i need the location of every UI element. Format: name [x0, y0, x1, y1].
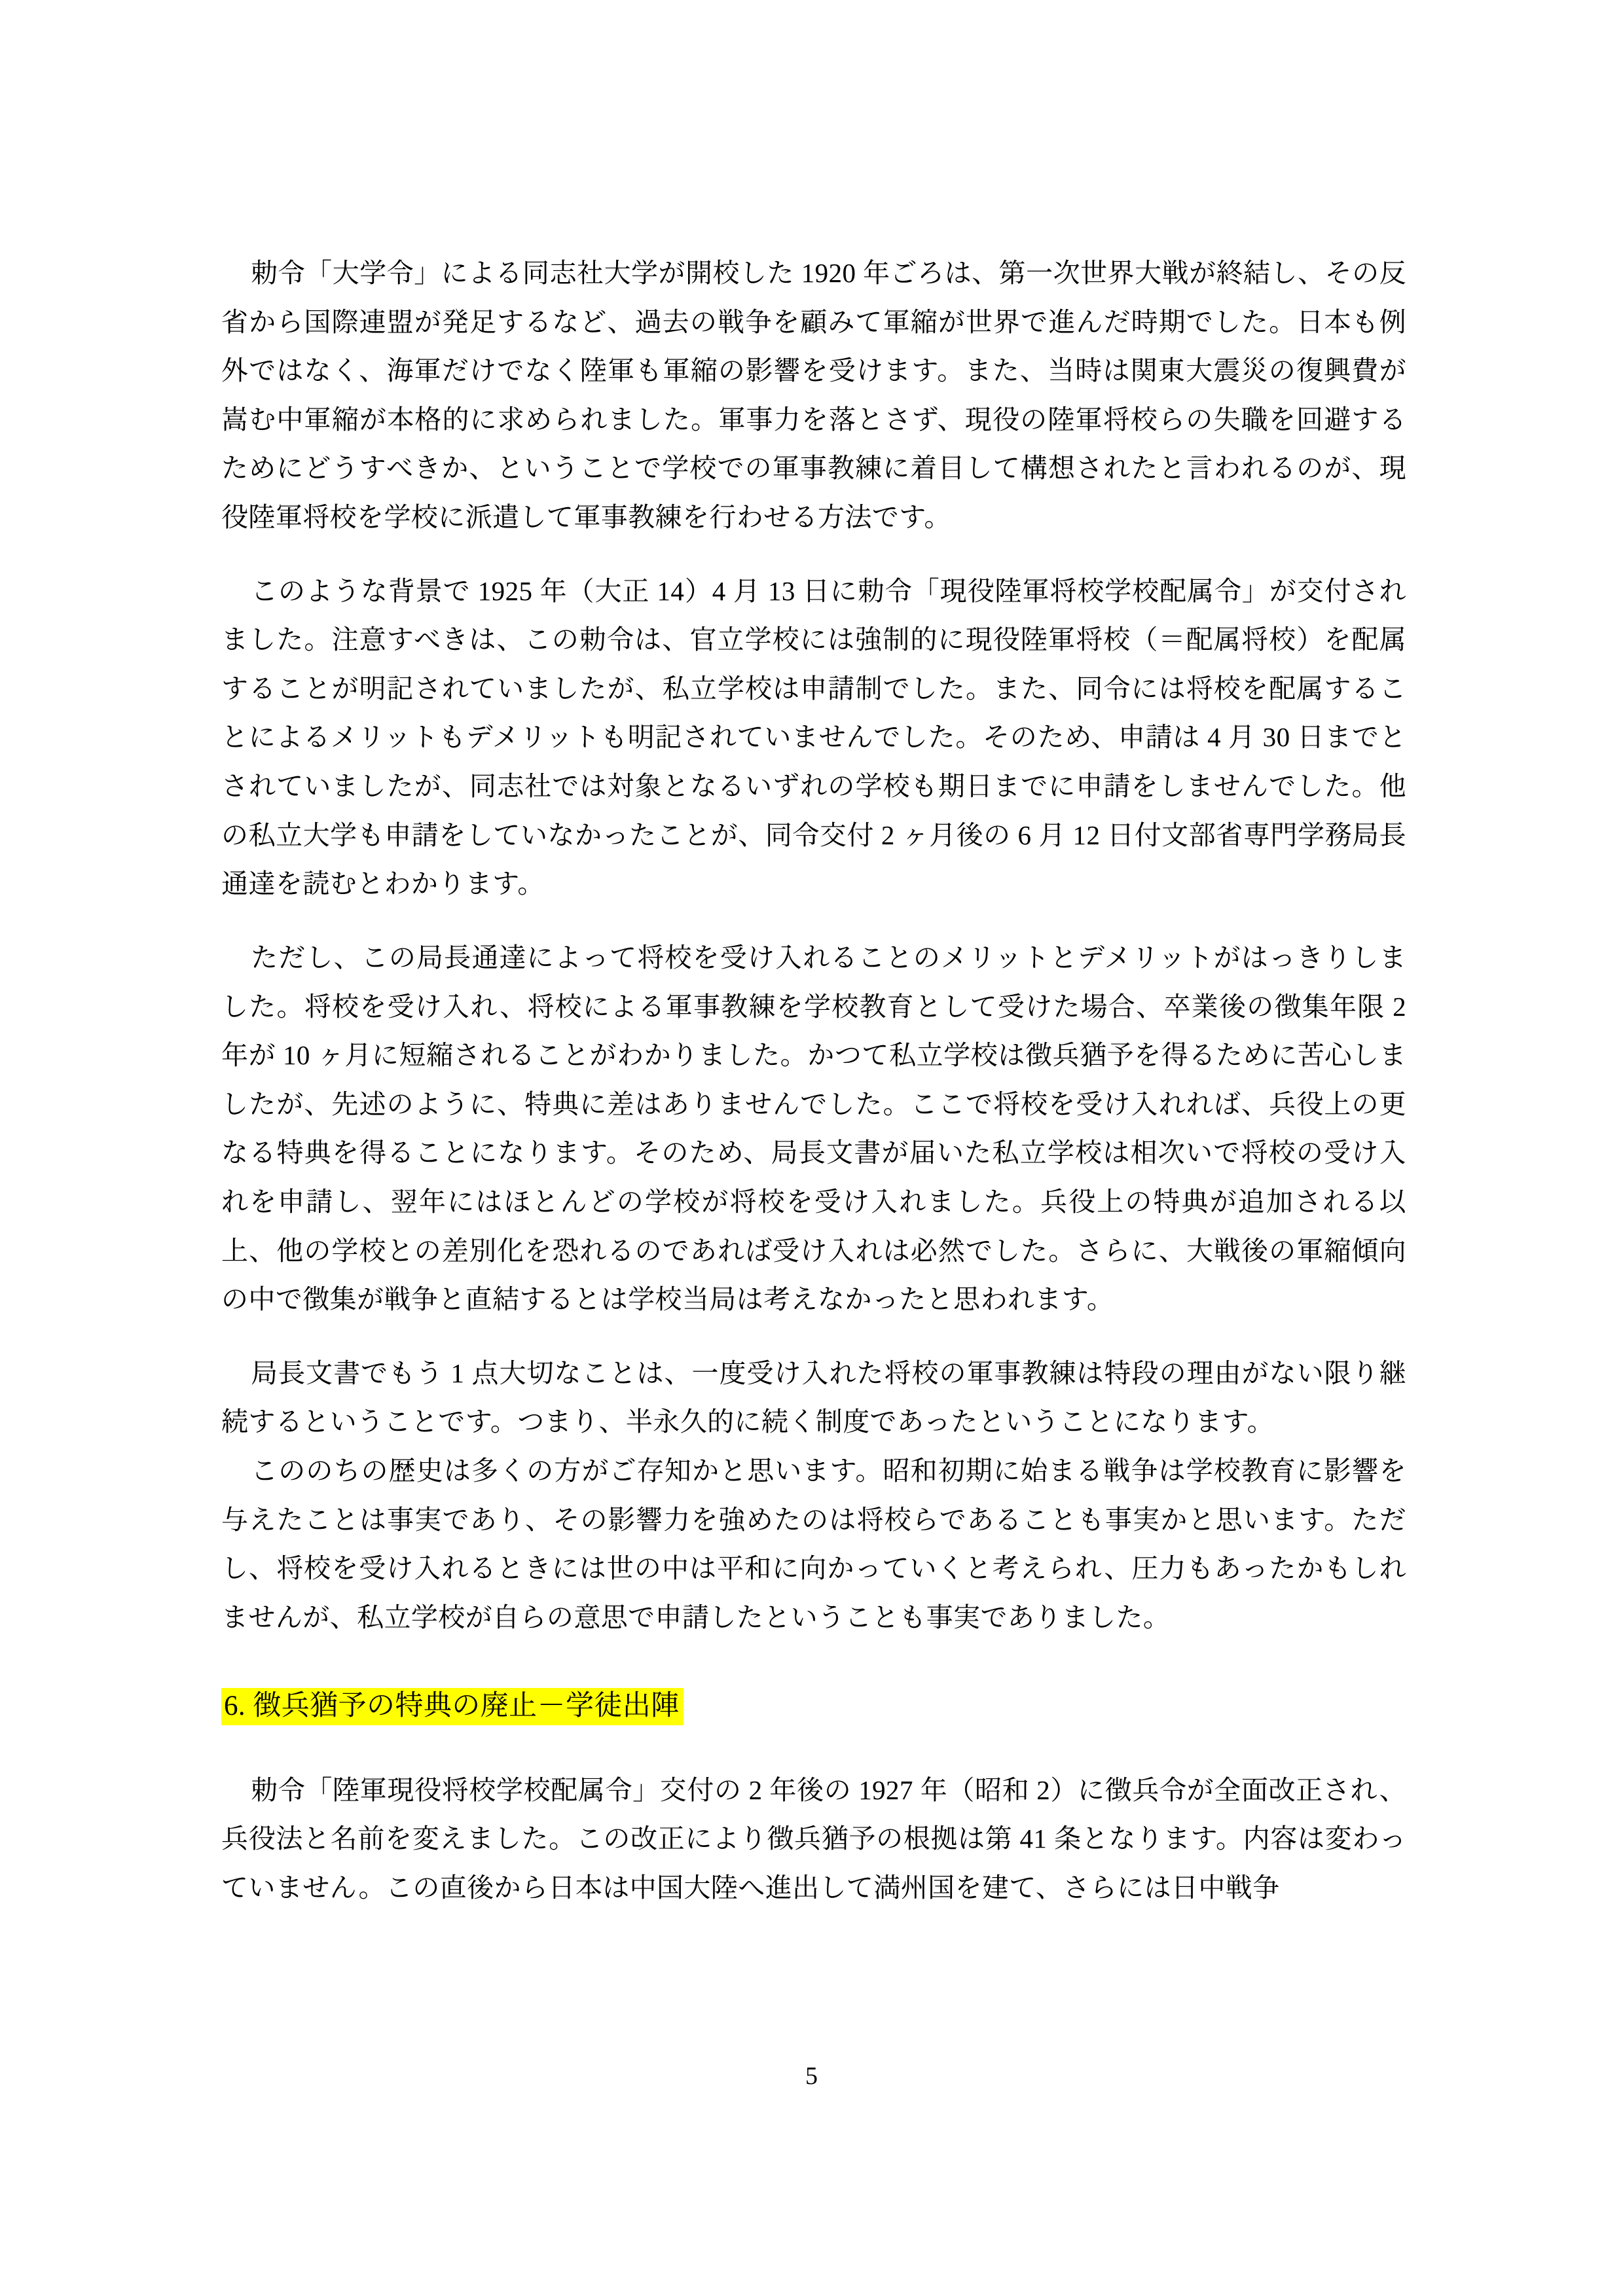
paragraph-2: このような背景で 1925 年（大正 14）4 月 13 日に勅令「現役陸軍将校学校配属令」が交付されました。注意すべきは、この勅令は、官立学校には強制的に現役陸軍将校（＝配属将校）を配属することが明記されていましたが、私立学校は申請制でした。また、同令には将校を配属することによるメリットもデメリットも明記されていませんでした。そのため、申請は 4 月 30 日までとされていましたが、同志社では対象となるいずれの学校も期日までに申請をしませんでした。他の私立大学も申請をしていなかったことが、同令交付 2 ヶ月後の 6 月 12 日付文部省専門学務局長通達を読むとわかります。 — [221, 575, 1406, 899]
paragraph-3: ただし、この局長通達によって将校を受け入れることのメリットとデメリットがはっきりしました。将校を受け入れ、将校による軍事教練を学校教育として受けた場合、卒業後の徴集年限 2 年が 10 ヶ月に短縮されることがわかりました。かつて私立学校は徴兵猶予を得るために苦心しましたが、先述のように、特典に差はありませんでした。ここで将校を受け入れれば、兵役上の更なる特典を得ることになります。そのため、局長文書が届いた私立学校は相次いで将校の受け入れを申請し、翌年にはほとんどの学校が将校を受け入れました。兵役上の特典が追加される以上、他の学校との差別化を恐れるのであれば受け入れは必然でした。さらに、大戦後の軍縮傾向の中で徴集が戦争と直結するとは学校当局は考えなかったと思われます。 — [221, 942, 1406, 1315]
paragraph-6: 勅令「陸軍現役将校学校配属令」交付の 2 年後の 1927 年（昭和 2）に徴兵令が全面改正され、兵役法と名前を変えました。この改正により徴兵猶予の根拠は第 41 条となります。内容は変わっていません。この直後から日本は中国大陸へ進出して満州国を建て、さらには日中戦争 — [221, 1774, 1406, 1903]
paragraph-1: 勅令「大学令」による同志社大学が開校した 1920 年ごろは、第一次世界大戦が終結し、その反省から国際連盟が発足するなど、過去の戦争を顧みて軍縮が世界で進んだ時期でした。日本も例外ではなく、海軍だけでなく陸軍も軍縮の影響を受けます。また、当時は関東大震災の復興費が嵩む中軍縮が本格的に求められました。軍事力を落とさず、現役の陸軍将校らの失職を回避するためにどうすべきか、ということで学校での軍事教練に着目して構想されたと言われるのが、現役陸軍将校を学校に派遣して軍事教練を行わせる方法です。 — [221, 258, 1406, 533]
paragraph-5: こののちの歴史は多くの方がご存知かと思います。昭和初期に始まる戦争は学校教育に影響を与えたことは事実であり、その影響力を強めたのは将校らであることも事実かと思います。ただし、将校を受け入れるときには世の中は平和に向かっていくと考えられ、圧力もあったかもしれませんが、私立学校が自らの意思で申請したということも事実でありました。 — [221, 1456, 1406, 1632]
paragraph-4: 局長文書でもう 1 点大切なことは、一度受け入れた将校の軍事教練は特段の理由がない限り継続するということです。つまり、半永久的に続く制度であったということになります。 — [221, 1357, 1406, 1437]
page-number: 5 — [805, 2062, 818, 2090]
page-body — [221, 249, 1406, 1937]
section-heading-wrapper — [221, 1682, 1406, 1730]
section-heading-6: 6. 徴兵猶予の特典の廃止－学徒出陣 — [221, 1688, 684, 1725]
